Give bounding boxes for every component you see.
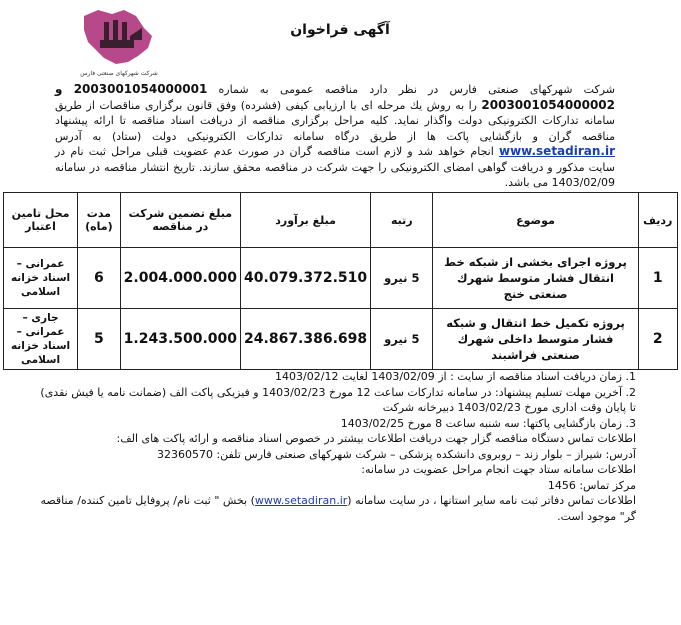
row-funding-source: جاری – عمرانی – اسناد خزانه اسلامی: [4, 309, 78, 370]
iran-map-factory-logo: [78, 6, 160, 76]
row-duration: 5: [78, 309, 121, 370]
logo-caption: شرکت شهرکهای صنعتی فارس: [80, 70, 158, 77]
row-duration: 6: [78, 248, 121, 309]
row-guarantee: 1.243.500.000: [120, 309, 240, 370]
row-funding-source: عمرانی – اسناد خزانه اسلامی: [4, 248, 78, 309]
row-grade: 5 نیرو: [371, 309, 433, 370]
header-row-number: ردیف: [638, 193, 677, 248]
row-subject: پروژه اجرای بخشی از شبکه خط انتقال فشار متوسط شهرك صنعتی خنج: [433, 248, 638, 309]
header-grade: رتبه: [371, 193, 433, 248]
tender-number-2: 2003001054000002: [481, 97, 615, 112]
note-document-dates: 1. زمان دریافت اسناد مناقصه از سایت : از 1403/02/09 لغایت 1403/02/12: [275, 370, 636, 383]
intro-text-2: را به روش یك مرحله ای با ارزیابی کیفی (فشرده) وفق قانون برگزاری مناقصات از طریق سامانه تدارکات الکترونیکی دولت واگذار نماید. کلیه مراحل برگزاری مناقصه از دریافت اسناد مناقصه تا ارائه پیشنهاد مناقصه گران و بازگشایی پاکت ها از طریق درگاه سامانه تدارکات الکترونیکی دولت (ستاد) به آدرس: [55, 98, 615, 143]
header-subject: موضوع: [433, 193, 638, 248]
setadiran-link[interactable]: www.setadiran.ir: [498, 144, 615, 158]
note-address: آدرس: شیراز – بلوار زند – روبروی دانشکده پزشکی – شرکت شهرکهای صنعتی فارس تلفن: 32360570: [156, 447, 636, 461]
header-funding-source: محل تامین اعتبار: [4, 193, 78, 248]
tender-number-1: 2003001054000001: [73, 82, 208, 96]
note-submission-deadline: 2. آخرین مهلت تسلیم پیشنهاد: در سامانه تدارکات ساعت 12 مورخ 1403/02/23 و فیزیکی پاکت الف (ضمانت نامه یا فیش نقدی) تا پایان وقت اداری مورخ 1403/02/23 دبیرخانه شرکت: [40, 385, 636, 414]
notice-title: آگهی فراخوان: [290, 22, 390, 38]
registry-text-b: ) بخش " ثبت نام/ پروفایل تامین کننده/ مناقصه گر" موجود است.: [40, 494, 636, 523]
table-row: [4, 309, 678, 370]
note-contact-intro: اطلاعات تماس دستگاه مناقصه گزار جهت دریافت اطلاعات بیشتر در خصوص اسناد مناقصه و ارائه پاکت های الف:: [116, 432, 636, 445]
row-subject: پروژه تکمیل خط انتقال و شبکه فشار متوسط داخلی شهرك صنعتی فراشبند: [433, 309, 638, 370]
header-guarantee: مبلغ تضمین شرکت در مناقصه: [120, 193, 240, 248]
row-guarantee: 2.004.000.000: [120, 248, 240, 309]
intro-paragraph: [55, 82, 615, 191]
note-registry-offices: [36, 493, 636, 524]
row-grade: 5 نیرو: [371, 248, 433, 309]
row-estimate: 40.079.372.510: [241, 248, 371, 309]
row-number: 2: [638, 309, 677, 370]
intro-text-1: شرکت شهرکهای صنعتی فارس در نظر دارد مناقصه عمومی به شماره: [218, 83, 615, 96]
registry-setadiran-link[interactable]: www.setadiran.ir: [254, 494, 348, 507]
table-row: [4, 248, 678, 309]
intro-and: و: [55, 82, 63, 96]
table-header-row: [4, 193, 678, 248]
tenders-table: [3, 192, 678, 370]
intro-text-4: می باشد.: [504, 176, 549, 189]
row-estimate: 24.867.386.698: [241, 309, 371, 370]
row-number: 1: [638, 248, 677, 309]
note-contact-center: مرکز تماس: 1456: [547, 478, 636, 492]
note-setad-info: اطلاعات سامانه ستاد جهت انجام مراحل عضویت در سامانه:: [361, 463, 636, 476]
registry-text-a: اطلاعات تماس دفاتر ثبت نامه سایر استانها ، در سایت سامانه (: [347, 494, 636, 507]
company-logo: [78, 6, 160, 76]
header-estimate: مبلغ برآورد: [241, 193, 371, 248]
intro-text-3: انجام خواهد شد و لازم است مناقصه گران در صورت عدم عضویت قبلی مراحل ثبت نام در سایت مذکور و دریافت گواهی امضای الکترونیکی را جهت شرکت در مناقصه محقق سازند. تاریخ انتشار مناقصه در سامانه: [55, 145, 615, 174]
notes-section: [36, 369, 636, 524]
note-opening-time: 3. زمان بازگشایی پاکتها: سه شنبه ساعت 8 مورخ 1403/02/25: [340, 416, 636, 430]
publish-date: 1403/02/09: [551, 176, 615, 189]
header-duration: مدت (ماه): [78, 193, 121, 248]
